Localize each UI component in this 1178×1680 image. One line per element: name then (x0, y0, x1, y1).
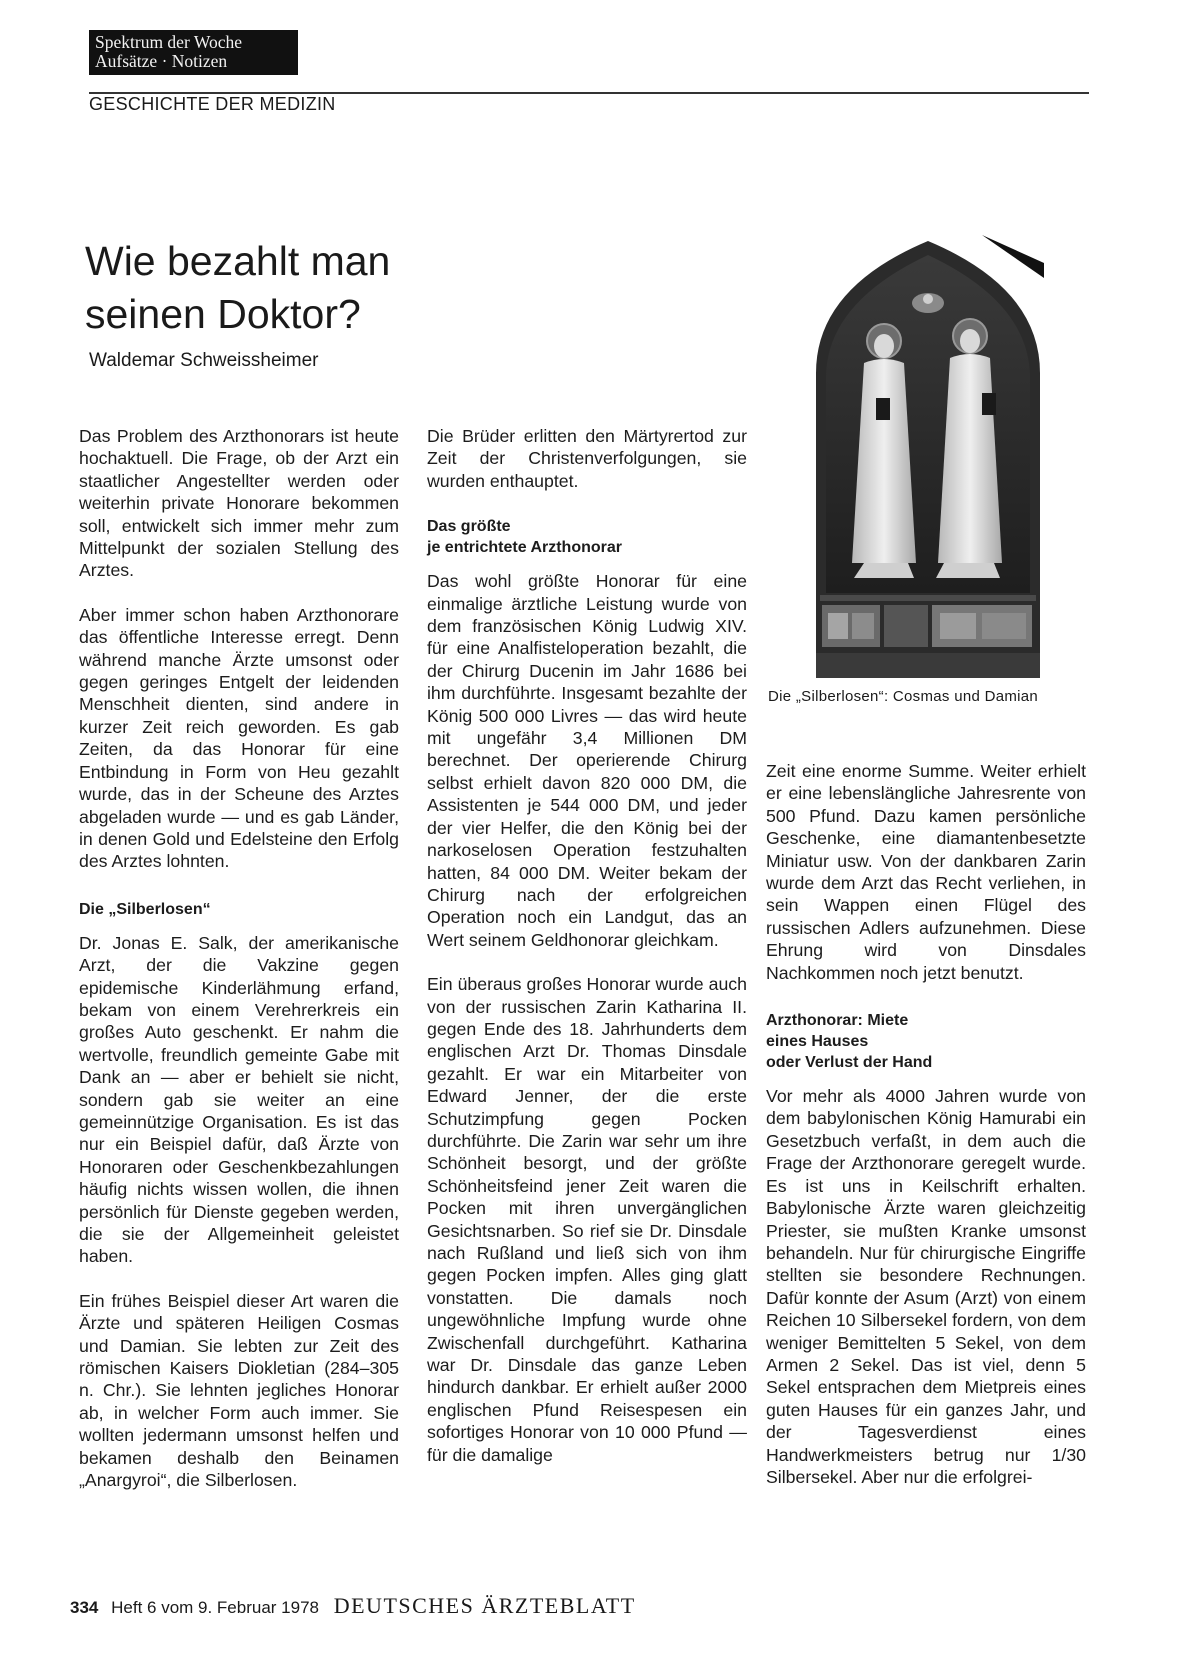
subheading-line: eines Hauses (766, 1033, 869, 1051)
paragraph: Die Brüder erlitten den Märtyrertod zur Zeit der Christenverfolgungen, sie wurden enthauptet. (427, 426, 747, 491)
subheading (427, 516, 747, 558)
rubric-box (89, 30, 298, 75)
subheading-line: Das größte (427, 518, 511, 536)
magazine-name: DEUTSCHES ÄRZTEBLATT (333, 1593, 636, 1618)
author-byline: Waldemar Schweissheimer (89, 350, 319, 371)
text-column-2 (427, 425, 747, 1466)
paragraph: Zeit eine enorme Summe. Weiter erhielt er eine lebenslängliche Jahresrente von 500 Pfund. Dazu kamen persönliche Geschenke, eine diamantenbesetzte Miniatur usw. Von der dankbaren Zarin wurde dem Arzt das Recht verliehen, in sein Wappen einen Flügel des russischen Adlers aufzunehmen. Diese Ehrung wird von Dinsdales Nachkommen noch jetzt benutzt. (766, 761, 1086, 983)
paragraph: Ein überaus großes Honorar wurde auch von der russischen Zarin Katharina II. gegen Ende des 18. Jahrhunderts dem englischen Arzt Dr. Thomas Dinsdale gezahlt. Er war ein Mitarbeiter von Edward Jenner, der die erste Schutzimpfung gegen Pocken durchführte. Die Zarin war sehr um ihre Schönheit besorgt, und der größte Schönheitsfeind jener Zeit waren die Pocken mit ihren unvergänglichen Gesichtsnarben. So rief sie Dr. Dinsdale nach Rußland und ließ sich von ihm gegen Pocken impfen. Alles ging glatt vonstatten. Die damals noch ungewöhnliche Impfung wurde ohne Zwischenfall durchgeführt. Katharina war Dr. Dinsdale das ganze Leben hindurch dankbar. Er erhielt außer 2000 englischen Pfund Reisespesen ein sofortiges Honorar von 10 000 Pfund — für die damalige (427, 974, 747, 1465)
subheading-line: oder Verlust der Hand (766, 1054, 933, 1072)
page-number: 334 (70, 1598, 99, 1617)
text-column-1 (79, 425, 399, 1491)
text-column-3 (766, 760, 1086, 1488)
subheading: Die „Silberlosen“ (79, 900, 211, 918)
rubric-line-1: Spektrum der Woche (95, 32, 242, 52)
subheading (766, 1010, 1086, 1073)
section-label: GESCHICHTE DER MEDIZIN (89, 94, 336, 114)
paragraph: Das wohl größte Honorar für eine einmalige ärztliche Leistung wurde von dem französischen König Ludwig XIV. für eine Analfisteloperation bezahlt, die der Chirurg Ducenin im Jahr 1686 bei ihm durchführte. Insgesamt bezahlte der König 500 000 Livres — das wird heute mit ungefähr 3,4 Millionen DM berechnet. Der operierende Chirurg selbst erhielt davon 820 000 DM, die Assistenten je 544 000 DM, und jeder der vier Helfer, die den König bei der narkoselosen Operation festzuhalten hatten, 84 000 DM. Weiter bekam der Chirurg nach der erfolgreichen Operation noch ein Landgut, das an Wert seinem Geldhonorar gleichkam. (427, 571, 747, 950)
article-title (85, 235, 505, 341)
issue-info: Heft 6 vom 9. Februar 1978 (111, 1598, 319, 1617)
paragraph: Vor mehr als 4000 Jahren wurde von dem babylonischen König Hamurabi ein Gesetzbuch verfaßt, in dem auch die Frage der Arzthonorare geregelt wurde. Es ist uns in Keilschrift erhalten. Babylonische Ärzte waren gleichzeitig Priester, sie mußten Kranke umsonst behandeln. Nur für chirurgische Eingriffe stellten sie besondere Rechnungen. Dafür konnte der Asum (Arzt) von einem Reichen 10 Silbersekel fordern, von dem weniger Bemittelten 5 Sekel, von dem Armen 2 Sekel. Das ist viel, denn 5 Sekel entsprachen dem Mietpreis eines guten Hauses für ein ganzes Jahr, und der Tagesverdienst eines Handwerkmeisters betrug nur 1/30 Silbersekel. Aber nur die erfolgrei- (766, 1086, 1086, 1487)
rubric-line-2: Aufsätze · Notizen (95, 51, 228, 71)
title-line-1: Wie bezahlt man (85, 238, 391, 285)
subheading-line: Arzthonorar: Miete (766, 1012, 909, 1030)
subheading-line: je entrichtete Arzthonorar (427, 539, 622, 557)
title-line-2: seinen Doktor? (85, 291, 361, 338)
paragraph: Dr. Jonas E. Salk, der amerikanische Arzt, der die Vakzine gegen epidemische Kinderlähmung erfand, bekam von einem Verehrerkreis ein großes Auto geschenkt. Er nahm die wertvolle, freundlich gemeinte Gabe mit Dank an — aber er behielt sie nicht, sondern gab sie weiter an eine gemeinnützige Organisation. Es ist das nur ein Beispiel dafür, daß Ärzte von Honoraren oder Geschenkbezahlungen häufig nichts wissen wollen, die ihnen persönlich für Dienste gegeben werden, die sie der Allgemeinheit geleistet haben. (79, 932, 399, 1267)
page-footer (70, 1593, 636, 1619)
paragraph: Aber immer schon haben Arzthonorare das öffentliche Interesse erregt. Denn während manche Ärzte umsonst oder gegen geringes Entgelt der leidenden Menschheit dienten, sind andere in kurzer Zeit reich geworden. Es gab Zeiten, da das Honorar für eine Entbindung in Form von Heu gezahlt wurde, das in der Scheune des Arztes abgeladen wurde — und es gab Länder, in denen Gold und Edelsteine den Erfolg des Arztes lohnten. (79, 604, 399, 872)
paragraph: Ein frühes Beispiel dieser Art waren die Ärzte und späteren Heiligen Cosmas und Damian. Sie lebten zur Zeit des römischen Kaisers Diokletian (284–305 n. Chr.). Sie lehnten jegliches Honorar ab, in welcher Form auch immer. Sie wollten jedermann umsonst helfen und bekamen deshalb den Beinamen „Anargyroi“, die Silberlosen. (79, 1290, 399, 1491)
paragraph: Das Problem des Arzthonorars ist heute hochaktuell. Die Frage, ob der Arzt ein staatlicher Angestellter werden oder weiterhin private Honorare bekommen soll, entwickelt sich immer mehr zum Mittelpunkt der sozialen Stellung des Arztes. (79, 426, 399, 581)
saints-illustration (812, 233, 1044, 680)
figure-caption: Die „Silberlosen“: Cosmas und Damian (768, 688, 1039, 705)
